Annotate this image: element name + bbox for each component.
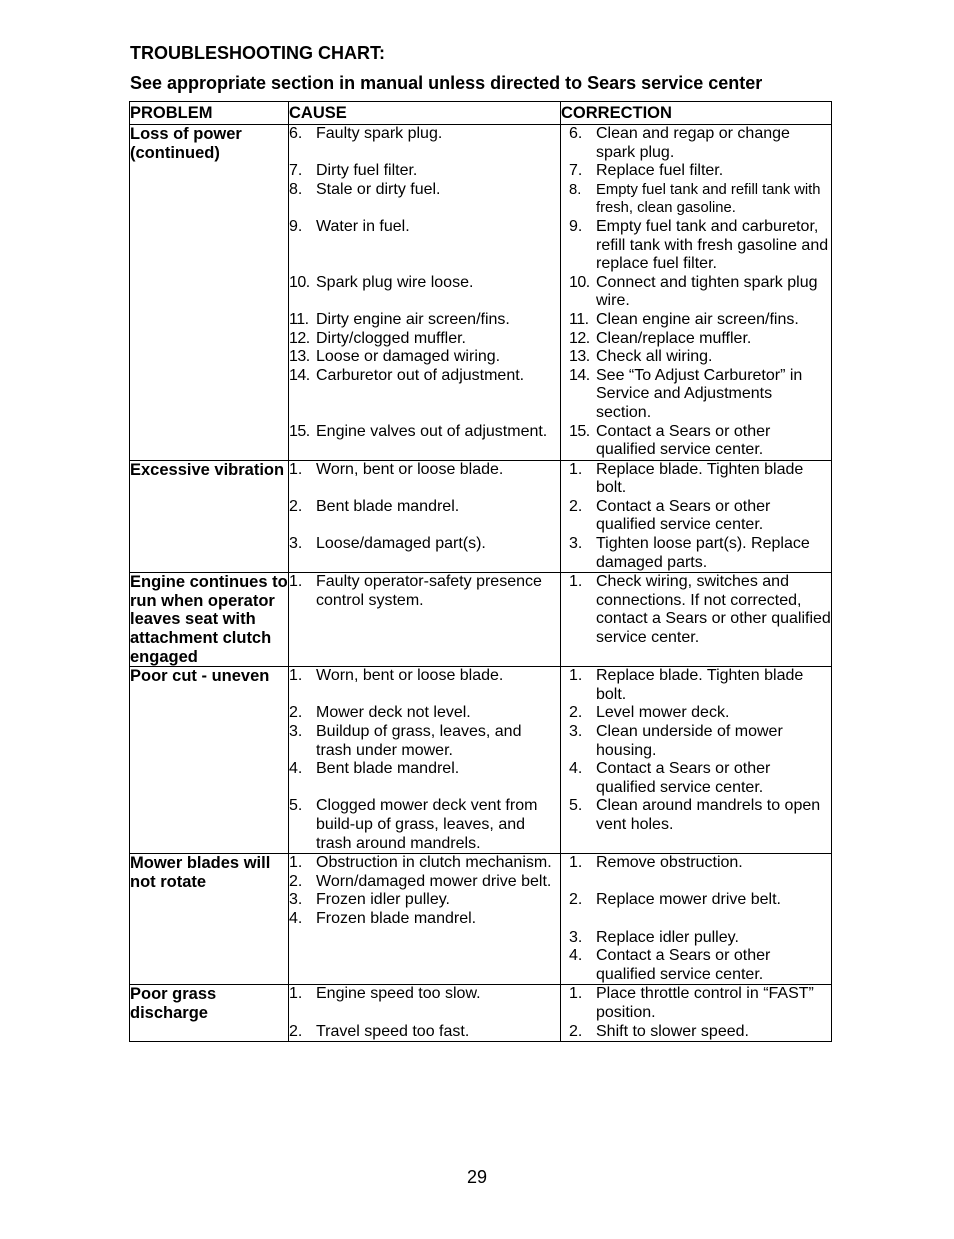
troubleshooting-table — [129, 101, 832, 1042]
list-item: 1. Worn, bent or loose blade. — [289, 667, 504, 685]
list-item: 3. Tighten loose part(s). Replace damaged parts. — [569, 535, 810, 571]
list-item: 1. Engine speed too slow. — [289, 985, 481, 1003]
list-item: 1. Replace blade. Tighten blade bolt. — [569, 460, 804, 497]
list-item: 9. Water in fuel. — [289, 217, 410, 235]
table-row — [130, 985, 832, 1042]
list-item: 2. Shift to slower speed. — [569, 1022, 749, 1040]
list-item: 1. Remove obstruction. — [569, 854, 743, 872]
problem-cell: Engine continues to run when operator leaves seat with attachment clutch engaged — [130, 573, 288, 666]
list-item: 11. Clean engine air screen/fins. — [569, 310, 799, 328]
list-item: 5. Clogged mower deck vent from build-up of grass, leaves, and trash around mandrels. — [289, 797, 538, 852]
problem-cell: Poor grass discharge — [130, 985, 289, 1042]
column-header-correction: CORRECTION — [561, 102, 832, 125]
list-item: 2. Replace mower drive belt. — [569, 891, 781, 909]
cause-cell — [289, 460, 561, 573]
page-subtitle: See appropriate section in manual unless directed to Sears service center — [130, 73, 763, 93]
table-row — [130, 854, 832, 985]
list-item: 13. Loose or damaged wiring. — [289, 348, 501, 366]
list-item: 2. Bent blade mandrel. — [289, 497, 460, 515]
list-item: 4. Bent blade mandrel. — [289, 760, 460, 778]
cause-cell — [289, 985, 561, 1042]
list-item: 10. Spark plug wire loose. — [289, 273, 474, 291]
list-item: 3. Loose/damaged part(s). — [289, 535, 486, 553]
list-item: 12. Dirty/clogged muffler. — [289, 329, 466, 347]
correction-cell — [561, 854, 832, 985]
list-item: 4. Contact a Sears or other qualified service center. — [569, 760, 771, 796]
page-title: TROUBLESHOOTING CHART: — [130, 43, 385, 63]
correction-cell — [561, 460, 832, 573]
list-item: 3. Clean underside of mower housing. — [569, 723, 783, 759]
table-row — [130, 125, 832, 461]
list-item: 2. Level mower deck. — [569, 704, 730, 722]
cause-cell — [289, 667, 561, 854]
list-item: 1. Place throttle control in “FAST” position. — [569, 985, 814, 1021]
correction-cell — [561, 573, 832, 667]
problem-cell: Mower blades will not rotate — [130, 854, 289, 985]
list-item: 3. Replace idler pulley. — [569, 928, 739, 946]
list-item: 1. Obstruction in clutch mechanism. — [289, 854, 552, 872]
list-item: 4. Frozen blade mandrel. — [289, 909, 477, 927]
list-item: 9. Empty fuel tank and carburetor, refill tank with fresh gasoline and replace fuel filter. — [569, 217, 829, 273]
list-item: 6. Clean and regap or change spark plug. — [569, 125, 790, 161]
list-item: 11. Dirty engine air screen/fins. — [289, 310, 510, 328]
table-row — [130, 573, 832, 667]
list-item: 7. Replace fuel filter. — [569, 162, 724, 180]
list-item: 3. Buildup of grass, leaves, and trash under mower. — [289, 723, 522, 759]
list-item: 5. Clean around mandrels to open vent holes. — [569, 797, 821, 833]
column-header-cause: CAUSE — [289, 102, 561, 125]
list-item: 15. Engine valves out of adjustment. — [289, 422, 548, 440]
list-item: 13. Check all wiring. — [569, 348, 713, 366]
list-item: 8. Stale or dirty fuel. — [289, 180, 441, 198]
list-item: 14. See “To Adjust Carburetor” in Service and Adjustments section. — [569, 366, 803, 421]
list-item: 15. Contact a Sears or other qualified service center. — [569, 422, 771, 459]
list-item: 2. Worn/damaged mower drive belt. — [289, 872, 552, 890]
cause-cell — [289, 573, 561, 667]
problem-cell: Poor cut - uneven — [130, 667, 289, 854]
list-item: 10. Connect and tighten spark plug wire. — [569, 273, 818, 310]
cause-cell — [289, 854, 561, 985]
list-item: 2. Travel speed too fast. — [289, 1022, 470, 1040]
table-header-row — [130, 102, 832, 125]
correction-cell — [561, 125, 832, 461]
correction-cell — [561, 985, 832, 1042]
list-item: 4. Contact a Sears or other qualified service center. — [569, 947, 771, 983]
problem-cell: Excessive vibration — [130, 460, 289, 573]
list-item: 1. Replace blade. Tighten blade bolt. — [569, 667, 804, 703]
list-item: 14. Carburetor out of adjustment. — [289, 366, 525, 384]
column-header-problem: PROBLEM — [130, 102, 289, 125]
list-item: 6. Faulty spark plug. — [289, 125, 443, 142]
table-row — [130, 460, 832, 573]
table-row — [130, 667, 832, 854]
list-item: 1. Faulty operator-safety presence control system. — [289, 573, 542, 609]
page-number: 29 — [466, 1167, 488, 1187]
list-item: 8. Empty fuel tank and refill tank with fresh, clean gasoline. — [569, 181, 821, 217]
list-item: 1. Worn, bent or loose blade. — [289, 460, 504, 478]
list-item: 12. Clean/replace muffler. — [569, 329, 752, 347]
list-item: 2. Mower deck not level. — [289, 704, 471, 722]
correction-cell — [561, 667, 832, 854]
cause-cell — [289, 125, 561, 461]
list-item: 2. Contact a Sears or other qualified service center. — [569, 497, 771, 534]
list-item: 7. Dirty fuel filter. — [289, 162, 418, 180]
list-item: 3. Frozen idler pulley. — [289, 891, 450, 909]
list-item: 1. Check wiring, switches and connections. If not corrected, contact a Sears or other qualified service center. — [569, 573, 831, 647]
problem-cell: Loss of power (continued) — [130, 125, 289, 461]
